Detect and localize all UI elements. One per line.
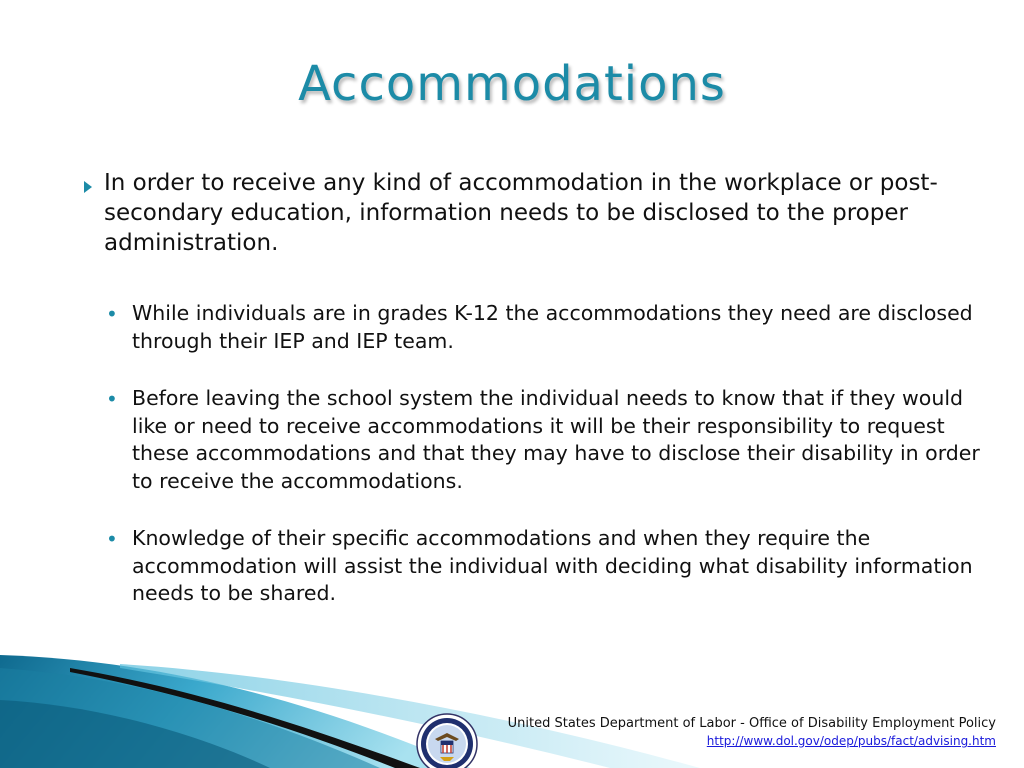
bullet-dot-icon: •	[106, 387, 118, 411]
sub-bullet-text: Knowledge of their specific accommodations and when they require the accommodation will assist the individual with deciding what disability information needs to be shared.	[132, 526, 973, 605]
arrow-bullet-icon	[84, 178, 92, 197]
sub-bullet-item	[102, 300, 982, 355]
footer	[508, 715, 996, 749]
main-bullet-text: In order to receive any kind of accommodation in the workplace or post-secondary education, information needs to be disclosed to the proper administration.	[104, 170, 938, 256]
sub-bullet-list	[102, 300, 982, 638]
dol-seal-icon	[416, 713, 478, 768]
sub-bullet-item	[102, 525, 982, 608]
bullet-dot-icon: •	[106, 302, 118, 326]
sub-bullet-text: Before leaving the school system the individual needs to know that if they would like or need to receive accommodations it will be their responsibility to request these accommodations and that they may have to disclose their disability in order to receive the accommodations.	[132, 386, 980, 493]
slide-title: Accommodations	[298, 56, 726, 112]
bullet-dot-icon: •	[106, 527, 118, 551]
main-bullet	[70, 168, 970, 258]
sub-bullet-item	[102, 385, 982, 495]
sub-bullet-text: While individuals are in grades K-12 the accommodations they need are disclosed through their IEP and IEP team.	[132, 301, 973, 353]
footer-organization: United States Department of Labor - Office of Disability Employment Policy	[507, 716, 996, 731]
footer-link[interactable]: http://www.dol.gov/odep/pubs/fact/advising.htm	[706, 734, 996, 748]
